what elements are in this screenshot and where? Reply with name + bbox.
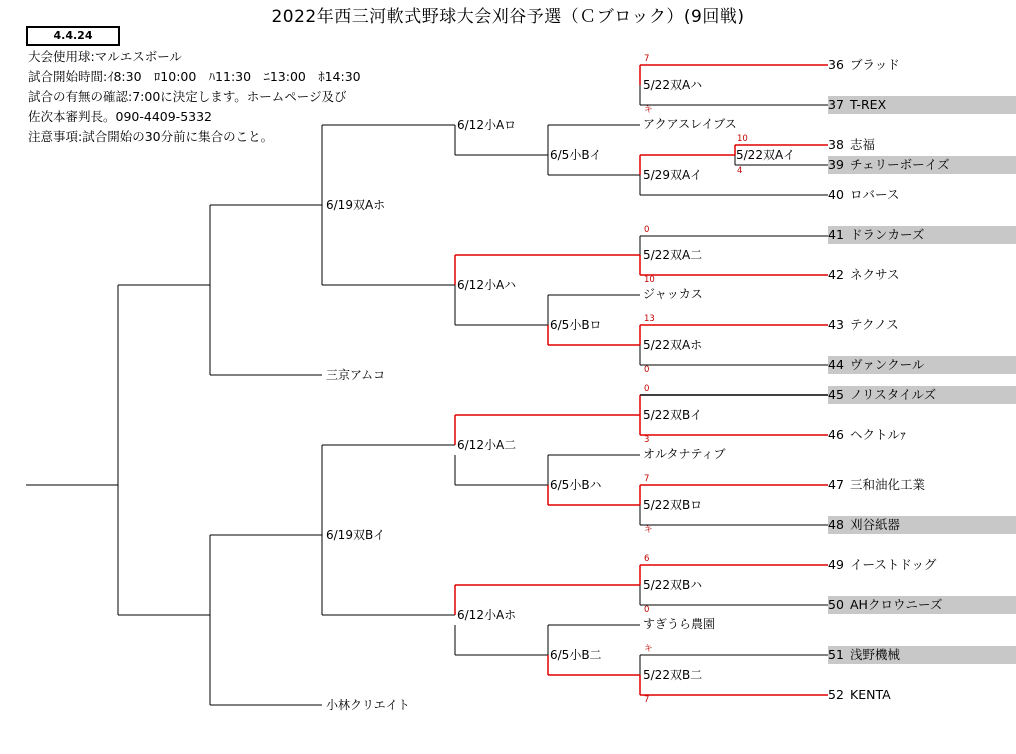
match-label: 6/19双Bイ — [326, 528, 386, 542]
match-label: 6/5小B二 — [550, 648, 602, 662]
team-entry: 45 ノリスタイルズ — [828, 386, 1016, 404]
team-entry: 46 ヘクトルｧ — [828, 427, 907, 442]
score: 7 — [644, 695, 650, 705]
info-ball: 大会使用球:マルエスボール — [28, 49, 182, 64]
team-entry: 36 ブラッド — [828, 57, 900, 72]
info-start-times: 試合開始時間:ｲ8:30 ﾛ10:00 ﾊ11:30 ﾆ13:00 ﾎ14:30 — [28, 69, 361, 84]
page-title: 2022年西三河軟式野球大会刈谷予選（Ｃブロック）(9回戦) — [271, 7, 745, 27]
match-label: 6/5小Bイ — [550, 148, 602, 162]
match-label: 6/19双Aホ — [326, 198, 386, 212]
score: 7 — [644, 54, 650, 64]
score: 7 — [644, 474, 650, 484]
score: 0 — [644, 225, 650, 235]
score: 0 — [644, 365, 650, 375]
score: キ — [644, 105, 653, 115]
score: 10 — [644, 275, 655, 285]
team-entry: 40 ロバース — [828, 187, 900, 202]
team-entry: 52 KENTA — [828, 687, 891, 702]
match-label: 5/22双Aホ — [643, 338, 703, 352]
score: 3 — [644, 435, 650, 445]
match-label: 6/5小Bロ — [550, 318, 602, 332]
seeded-team: 小林クリエイト — [326, 698, 410, 712]
score: 0 — [644, 605, 650, 615]
match-label: 5/22双Bロ — [643, 498, 703, 512]
match-label: 6/12小A二 — [457, 438, 517, 452]
team-entry: 39 チェリーボーイズ — [828, 156, 1016, 174]
match-label: 5/29双Aイ — [643, 168, 703, 182]
score: 13 — [644, 314, 655, 324]
match-label: 6/12小Aロ — [457, 118, 517, 132]
info-umpire: 佐次本審判長。090-4409-5332 — [28, 109, 213, 124]
team-entry: 47 三和油化工業 — [828, 477, 926, 492]
match-label: 5/22双A二 — [643, 248, 703, 262]
team-entry: 38 志福 — [828, 137, 876, 152]
score: 4 — [737, 166, 743, 176]
team-entry: 49 イーストドッグ — [828, 557, 937, 572]
score: キ — [644, 525, 653, 535]
team-entry: 44 ヴァンクール — [828, 356, 1016, 374]
match-label: 6/5小Bハ — [550, 478, 602, 492]
team-entry: 43 テクノス — [828, 317, 899, 332]
match-label: 5/22双Aイ — [736, 148, 796, 162]
match-label: 5/22双Bイ — [643, 408, 703, 422]
seeded-team: すぎうら農園 — [643, 617, 716, 631]
team-entry: 41 ドランカーズ — [828, 226, 1016, 244]
match-label: 6/12小Aホ — [457, 608, 517, 622]
match-label: 5/22双B二 — [643, 668, 703, 682]
date-box: 4.4.24 — [26, 26, 120, 46]
seeded-team: ジャッカス — [643, 287, 703, 301]
score: 6 — [644, 554, 650, 564]
score: 10 — [737, 134, 748, 144]
match-label: 5/22双Bハ — [643, 578, 703, 592]
team-entry: 42 ネクサス — [828, 267, 900, 282]
seeded-team: アクアスレイブス — [643, 117, 737, 131]
info-confirm: 試合の有無の確認:7:00に決定します。ホームページ及び — [28, 89, 347, 104]
seeded-team: オルタナティブ — [643, 447, 726, 461]
team-entry: 37 T-REX — [828, 96, 1016, 114]
team-entry: 48 刈谷紙器 — [828, 516, 1016, 534]
team-entry: 51 浅野機械 — [828, 646, 1016, 664]
match-label: 6/12小Aハ — [457, 278, 517, 292]
score: 0 — [644, 384, 650, 394]
seeded-team: 三京アムコ — [326, 368, 386, 382]
info-notes: 注意事項:試合開始の30分前に集合のこと。 — [28, 129, 274, 144]
team-entry: 50 AHクロウニーズ — [828, 596, 1016, 614]
score: キ — [644, 644, 653, 654]
match-label: 5/22双Aハ — [643, 78, 703, 92]
